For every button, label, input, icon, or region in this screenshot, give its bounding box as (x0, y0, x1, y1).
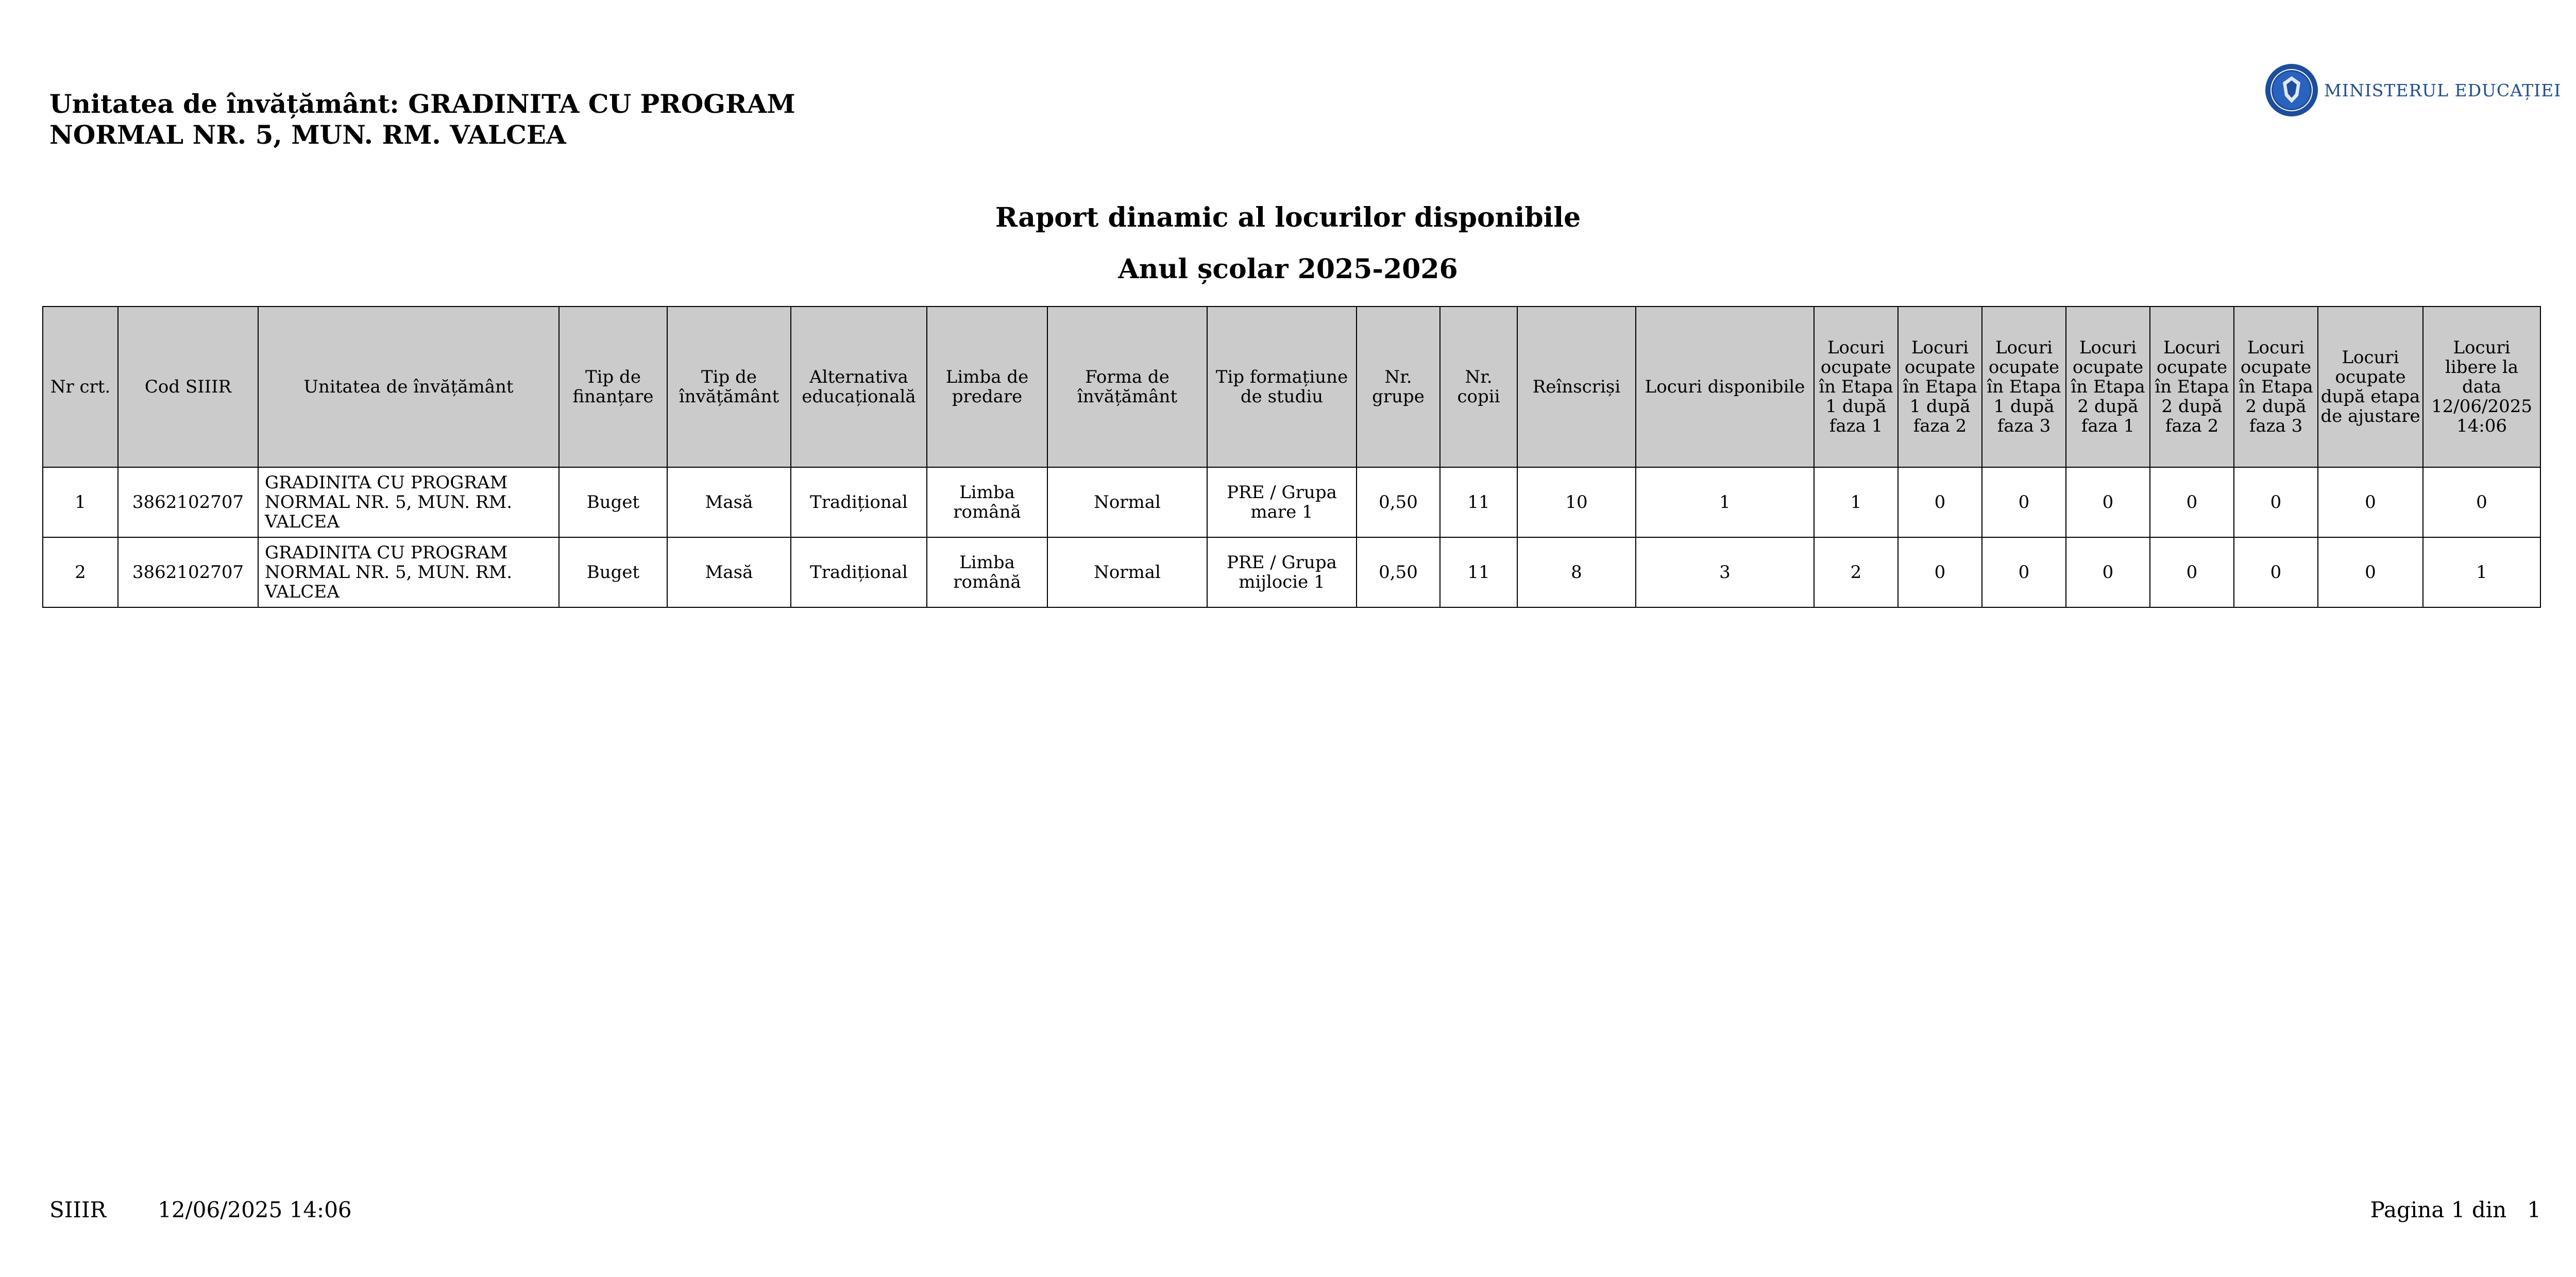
report-title: Raport dinamic al locurilor disponibile (995, 202, 1581, 233)
column-header: Limba de predare (927, 307, 1047, 467)
footer-timestamp: 12/06/2025 14:06 (158, 1197, 352, 1222)
table-cell: GRADINITA CU PROGRAM NORMAL NR. 5, MUN. RM. VALCEA (258, 467, 559, 537)
table-cell: 0 (1898, 537, 1982, 607)
unit-title (49, 89, 874, 150)
table-cell: 3862102707 (118, 467, 258, 537)
table-cell: 0 (1898, 467, 1982, 537)
column-header: Forma de învățământ (1047, 307, 1207, 467)
column-header: Locuri ocupate în Etapa 1 după faza 1 (1814, 307, 1898, 467)
table-cell: 0 (1982, 537, 2066, 607)
column-header: Reînscriși (1517, 307, 1636, 467)
column-header: Locuri ocupate după etapa de ajustare (2318, 307, 2423, 467)
column-header: Locuri ocupate în Etapa 2 după faza 2 (2150, 307, 2234, 467)
column-header: Cod SIIIR (118, 307, 258, 467)
table-cell: Limba română (927, 537, 1047, 607)
table-cell: Limba română (927, 467, 1047, 537)
column-header: Tip formațiune de studiu (1207, 307, 1357, 467)
school-year: Anul școlar 2025-2026 (1118, 253, 1458, 285)
table-cell: Masă (667, 467, 791, 537)
table-cell: 0,50 (1357, 467, 1440, 537)
table-cell: 3 (1636, 537, 1814, 607)
table-cell: 0 (2318, 537, 2423, 607)
column-header: Alternativa educațională (791, 307, 927, 467)
table-cell: 0 (1982, 467, 2066, 537)
column-header: Locuri ocupate în Etapa 2 după faza 3 (2234, 307, 2318, 467)
table-cell: 0 (2234, 537, 2318, 607)
column-header: Locuri disponibile (1636, 307, 1814, 467)
table-cell: Buget (559, 467, 667, 537)
column-header: Nr. grupe (1357, 307, 1440, 467)
table-cell: 0 (2318, 467, 2423, 537)
table-cell: 1 (1814, 467, 1898, 537)
unit-title-line1: Unitatea de învățământ: GRADINITA CU PROGRAM (49, 89, 795, 119)
table-cell: 0 (2423, 467, 2540, 537)
table-row (43, 537, 2540, 607)
column-header: Locuri ocupate în Etapa 1 după faza 3 (1982, 307, 2066, 467)
column-header: Tip de învățământ (667, 307, 791, 467)
ministry-logo (2264, 62, 2561, 118)
table-cell: 3862102707 (118, 537, 258, 607)
column-header: Nr crt. (43, 307, 118, 467)
places-table (42, 306, 2541, 608)
column-header: Locuri ocupate în Etapa 1 după faza 2 (1898, 307, 1982, 467)
table-cell: 0,50 (1357, 537, 1440, 607)
table-cell: 10 (1517, 467, 1636, 537)
footer-system: SIIIR (49, 1197, 107, 1222)
table-cell: 1 (43, 467, 118, 537)
column-header: Tip de finanțare (559, 307, 667, 467)
column-header: Locuri ocupate în Etapa 2 după faza 1 (2066, 307, 2150, 467)
table-cell: Tradițional (791, 467, 927, 537)
column-header: Unitatea de învățământ (258, 307, 559, 467)
table-cell: PRE / Grupa mare 1 (1207, 467, 1357, 537)
table-cell: 0 (2066, 537, 2150, 607)
table-cell: 0 (2234, 467, 2318, 537)
unit-title-line2: NORMAL NR. 5, MUN. RM. VALCEA (49, 120, 566, 150)
table-cell: GRADINITA CU PROGRAM NORMAL NR. 5, MUN. RM. VALCEA (258, 537, 559, 607)
ministry-seal-icon (2264, 63, 2319, 117)
table-cell: 1 (1636, 467, 1814, 537)
table-cell: 1 (2423, 537, 2540, 607)
table-cell: PRE / Grupa mijlocie 1 (1207, 537, 1357, 607)
column-header: Nr. copii (1440, 307, 1517, 467)
table-cell: 0 (2150, 537, 2234, 607)
table-cell: 0 (2150, 467, 2234, 537)
table-cell: 11 (1440, 467, 1517, 537)
table-row (43, 467, 2540, 537)
table-cell: Masă (667, 537, 791, 607)
column-header: Locuri libere la data 12/06/2025 14:06 (2423, 307, 2540, 467)
page-number: Pagina 1 din 1 (2370, 1197, 2541, 1222)
table-cell: 0 (2066, 467, 2150, 537)
table-cell: Normal (1047, 537, 1207, 607)
table-cell: 11 (1440, 537, 1517, 607)
footer-left (49, 1197, 352, 1222)
table-cell: 2 (43, 537, 118, 607)
logo-text: MINISTERUL EDUCAȚIEI (2324, 80, 2562, 100)
table-cell: 8 (1517, 537, 1636, 607)
table-cell: Normal (1047, 467, 1207, 537)
table-cell: 2 (1814, 537, 1898, 607)
table-header-row (43, 307, 2540, 467)
table-cell: Buget (559, 537, 667, 607)
table-cell: Tradițional (791, 537, 927, 607)
